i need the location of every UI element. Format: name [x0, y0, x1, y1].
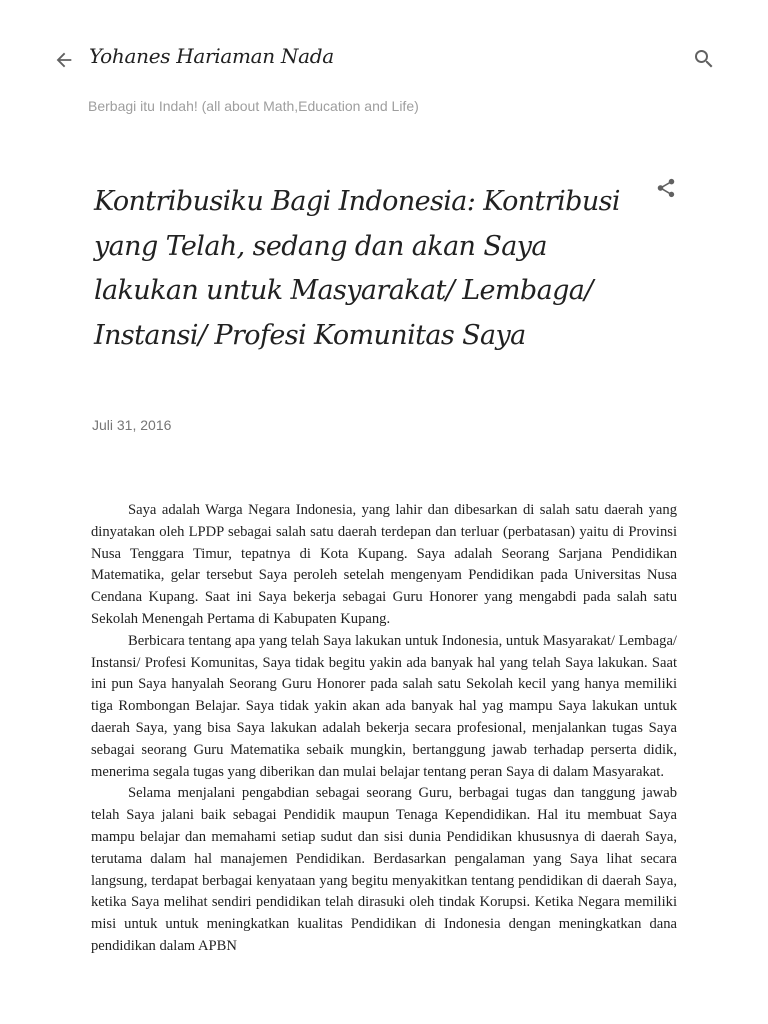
post-date[interactable]: Juli 31, 2016 [92, 417, 172, 433]
blog-header [0, 0, 768, 130]
post-paragraph: Berbicara tentang apa yang telah Saya lakukan untuk Indonesia, untuk Masyarakat/ Lembaga/ Instansi/ Profesi Komunitas, Saya tidak begitu yakin ada banyak hal yang telah Saya lakukan. Saat ini pun Saya hanyalah Seorang Guru Honorer pada salah satu Sekolah kecil yang hanya memiliki tiga Rombongan Belajar. Saya tidak yakin akan ada banyak hal yag mampu Saya lakukan untuk daerah Saya, yang bisa Saya lakukan adalah bekerja secara profesional, menjalankan tugas Saya sebagai seorang Guru Matematika sebaik mungkin, bertanggung jawab terhadap perserta didik, menerima segala tugas yang diberikan dan mulai belajar tentang peran Saya di dalam Masyarakat. [91, 632, 677, 780]
share-button[interactable] [652, 174, 680, 202]
post-title: Kontribusiku Bagi Indonesia: Kontribusi yang Telah, sedang dan akan Saya lakukan untuk Masyarakat/ Lembaga/ Instansi/ Profesi Komunitas Saya [94, 186, 620, 351]
arrow-back-icon [53, 49, 75, 71]
search-button[interactable] [690, 45, 718, 73]
back-button[interactable] [50, 46, 78, 74]
share-icon [655, 177, 677, 199]
blog-description: Berbagi itu Indah! (all about Math,Education and Life) [88, 98, 419, 114]
blog-title[interactable]: Yohanes Hariaman Nada [89, 44, 334, 68]
post-paragraph: Selama menjalani pengabdian sebagai seorang Guru, berbagai tugas dan tanggung jawab telah Saya jalani baik sebagai Pendidik maupun Tenaga Kependidikan. Hal itu membuat Saya mampu belajar dan memahami setiap sudut dan sisi dunia Pendidikan khususnya di daerah Saya, terutama dalam hal manajemen Pendidikan. Berdasarkan pengalaman yang Saya lihat secara langsung, terdapat berbagai kenyataan yang begitu menyakitkan tentang pendidikan di daerah Saya, ketika Saya melihat sendiri pendidikan telah dirasuki oleh tindak Korupsi. Ketika Negara memiliki misi untuk untuk meningkatkan kualitas Pendidikan di Indonesia dengan meningkatkan dana pendidikan dalam APBN [91, 785, 677, 954]
search-icon [692, 47, 716, 71]
post-body [91, 500, 677, 958]
post-paragraph: Saya adalah Warga Negara Indonesia, yang lahir dan dibesarkan di salah satu daerah yang dinyatakan oleh LPDP sebagai salah satu daerah terdepan dan terluar (perbatasan) yaitu di Provinsi Nusa Tenggara Timur, tepatnya di Kota Kupang. Saya adalah Seorang Sarjana Pendidikan Matematika, gelar tersebut Saya peroleh setelah mengenyam Pendidikan pada Universitas Nusa Cendana Kupang. Saat ini Saya bekerja sebagai Guru Honorer yang mengabdi pada salah satu Sekolah Menengah Pertama di Kabupaten Kupang. [91, 502, 677, 627]
